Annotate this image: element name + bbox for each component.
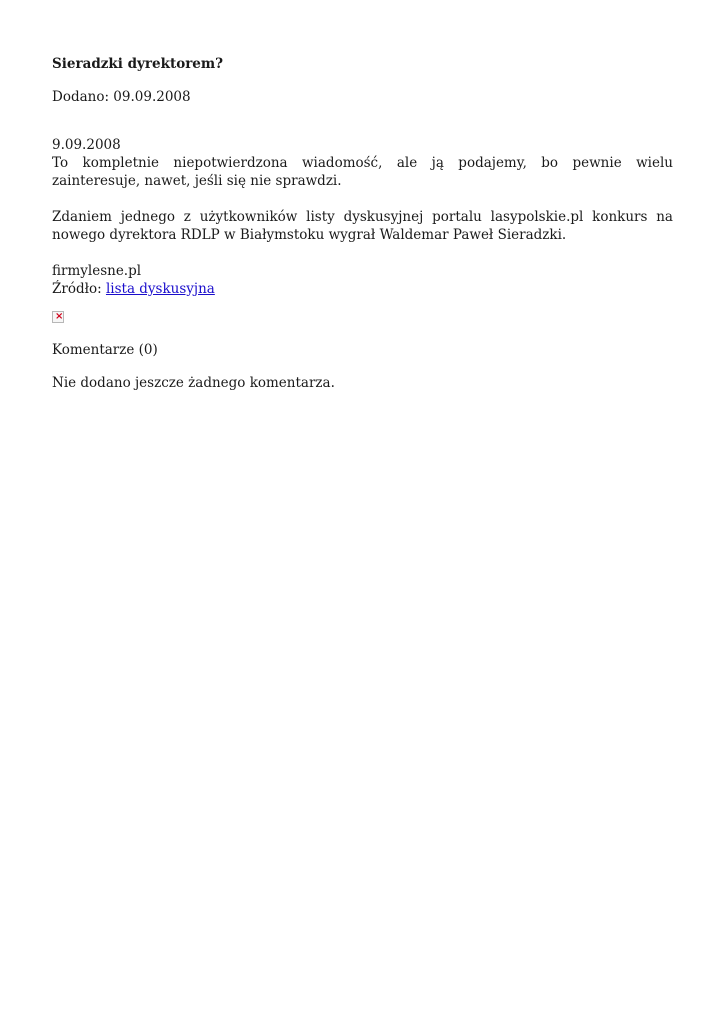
article-date: 9.09.2008 (52, 137, 121, 153)
article-paragraph-2: Zdaniem jednego z użytkowników listy dyskusyjnej portalu lasypolskie.pl konkurs na nowego dyrektora RDLP w Białymstoku wygrał Waldemar Paweł Sieradzki. (52, 209, 673, 243)
broken-image-icon: × (52, 311, 64, 323)
added-date: Dodano: 09.09.2008 (52, 89, 191, 105)
paragraph-spacer (52, 190, 673, 208)
paragraph-spacer (52, 244, 673, 262)
source-link[interactable]: lista dyskusyjna (105, 281, 215, 297)
source-line (52, 280, 673, 298)
no-comments-message: Nie dodano jeszcze żadnego komentarza. (52, 375, 335, 391)
comments-title: Komentarze (0) (52, 342, 158, 358)
source-label: Źródło: (52, 281, 106, 297)
article-title: Sieradzki dyrektorem? (52, 56, 224, 72)
article-body (52, 136, 673, 298)
article-author: firmylesne.pl (52, 263, 142, 279)
article-paragraph-1: To kompletnie niepotwierdzona wiadomość, ale ją podajemy, bo pewnie wielu zainteresuje, nawet, jeśli się nie sprawdzi. (52, 155, 673, 189)
